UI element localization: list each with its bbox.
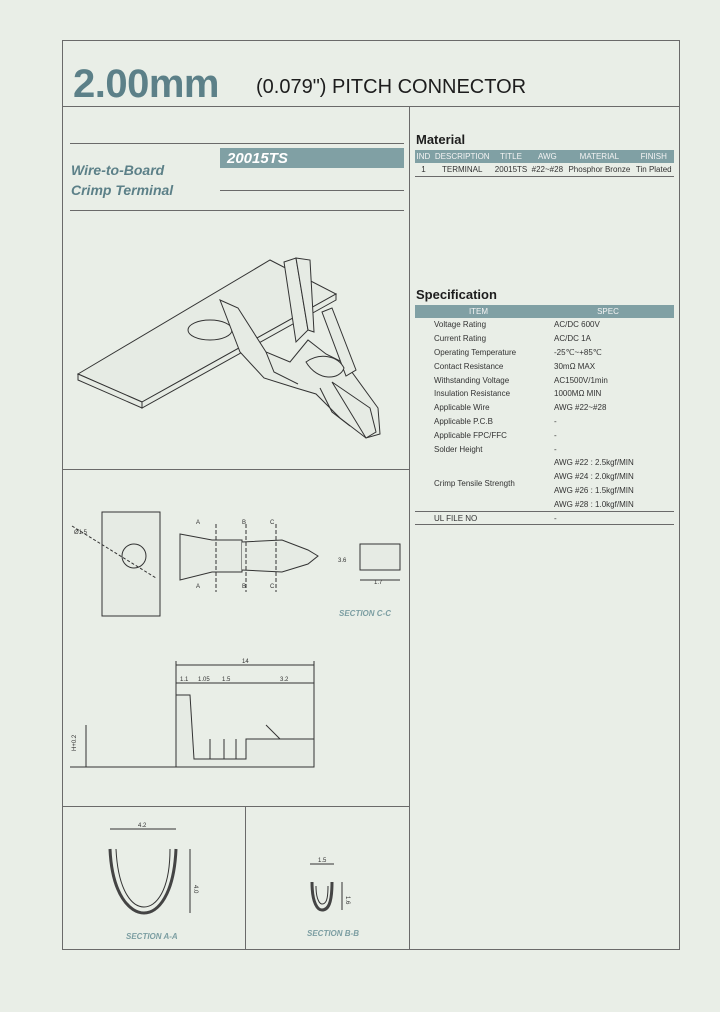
material-heading: Material (416, 132, 466, 147)
section-divider (245, 806, 246, 950)
section-cc-label: SECTION C-C (339, 609, 391, 618)
material-col-header: FINISH (634, 150, 674, 163)
material-col-header: DESCRIPTION (432, 150, 493, 163)
table-row (415, 332, 674, 346)
spec-col-header: ITEM (415, 305, 542, 318)
category-divider-3 (70, 210, 404, 211)
section-c-mark: C (270, 584, 275, 590)
spec-item: Applicable FPC/FFC (434, 430, 507, 440)
spec-item: UL FILE NO (415, 511, 542, 525)
material-cell: Tin Plated (634, 163, 674, 176)
table-row (415, 346, 674, 360)
spec-value: - (554, 430, 557, 440)
dim-label: 1.05 (198, 677, 210, 683)
dim-label: 14 (242, 659, 249, 665)
material-cell: TERMINAL (432, 163, 493, 176)
section-aa-drawing (90, 815, 210, 925)
plan-divider (62, 806, 409, 807)
section-b-mark: B (242, 520, 247, 526)
material-col-header: AWG (529, 150, 565, 163)
dim-label: 4.0 (192, 885, 198, 894)
section-a-mark: A (196, 520, 201, 526)
table-row (415, 359, 674, 373)
table-row (415, 442, 674, 456)
terminal-plan-drawing (66, 500, 406, 624)
spec-value: AC/DC 600V (554, 320, 600, 330)
spec-value: AWG #22~#28 (554, 403, 607, 413)
spec-item: Current Rating (434, 334, 487, 344)
category-divider (70, 143, 404, 144)
spec-item: Operating Temperature (434, 347, 517, 357)
spec-value: -25℃~+85℃ (554, 347, 602, 357)
spec-item: Solder Height (434, 444, 483, 454)
spec-value: 30mΩ MAX (554, 361, 596, 371)
dim-label: 1.6 (344, 896, 350, 905)
material-cell: #22~#28 (529, 163, 565, 176)
dim-label: H+0.2 (72, 734, 78, 751)
pitch-size-title: 2.00mm (73, 62, 219, 106)
spec-value: - (554, 416, 557, 426)
material-cell: 1 (415, 163, 432, 176)
dim-label: 1.7 (374, 580, 383, 586)
dim-label: 3.2 (280, 677, 289, 683)
spec-item: Applicable P.C.B (434, 416, 493, 426)
specification-heading: Specification (416, 287, 497, 302)
material-col-header: TITLE (493, 150, 530, 163)
part-number: 20015TS (227, 150, 288, 167)
spec-value: - (554, 444, 557, 454)
spec-value: AC1500V/1min (554, 375, 608, 385)
spec-value: AWG #24 : 2.0kgf/MIN (554, 472, 634, 482)
connector-subtitle: (0.079") PITCH CONNECTOR (256, 76, 527, 98)
spec-col-header: SPEC (542, 305, 674, 318)
section-bb-label: SECTION B-B (307, 929, 359, 938)
material-table (415, 150, 674, 177)
section-b-mark: B (242, 584, 247, 590)
section-a-mark: A (196, 584, 201, 590)
dim-label: 1.5 (318, 858, 327, 864)
spec-value: AWG #22 : 2.5kgf/MIN (554, 458, 634, 468)
spec-value: - (542, 511, 674, 525)
spec-value: 1000MΩ MIN (554, 389, 602, 399)
terminal-isometric-drawing (70, 212, 404, 467)
category-line-2: Crimp Terminal (71, 182, 174, 198)
section-c-mark: C (270, 520, 275, 526)
table-row (415, 318, 674, 332)
table-row (415, 163, 674, 176)
iso-divider (62, 469, 409, 470)
dim-label: 1.5 (222, 677, 231, 683)
table-row (415, 428, 674, 442)
section-aa-label: SECTION A-A (126, 932, 178, 941)
dim-label: 4.2 (138, 823, 147, 829)
table-row (415, 373, 674, 387)
spec-item: Voltage Rating (434, 320, 487, 330)
material-col-header: IND (416, 152, 431, 161)
table-row (415, 511, 674, 525)
dim-label: 1.1 (180, 677, 189, 683)
material-cell: Phosphor Bronze (565, 163, 633, 176)
section-bb-drawing (300, 852, 360, 922)
spec-value: AC/DC 1A (554, 334, 591, 344)
hole-dim-label: Ø1.5 (74, 530, 88, 536)
table-row (415, 387, 674, 401)
table-row (415, 401, 674, 415)
spec-value: AWG #26 : 1.5kgf/MIN (554, 485, 634, 495)
category-divider-2 (220, 190, 404, 191)
terminal-elevation-drawing (70, 655, 406, 775)
material-col-header: MATERIAL (565, 150, 633, 163)
spec-value: AWG #28 : 1.0kgf/MIN (554, 499, 634, 509)
column-divider (409, 106, 410, 950)
spec-item: Applicable Wire (434, 403, 490, 413)
spec-item: Contact Resistance (434, 361, 504, 371)
dim-label: 3.6 (338, 558, 347, 564)
specification-table (415, 305, 674, 525)
material-cell: 20015TS (493, 163, 530, 176)
table-row (415, 415, 674, 429)
category-line-1: Wire-to-Board (71, 162, 165, 178)
spec-item: Withstanding Voltage (434, 375, 510, 385)
table-row (415, 456, 674, 470)
spec-item: Insulation Resistance (434, 389, 511, 399)
spec-item: Crimp Tensile Strength (434, 478, 515, 488)
